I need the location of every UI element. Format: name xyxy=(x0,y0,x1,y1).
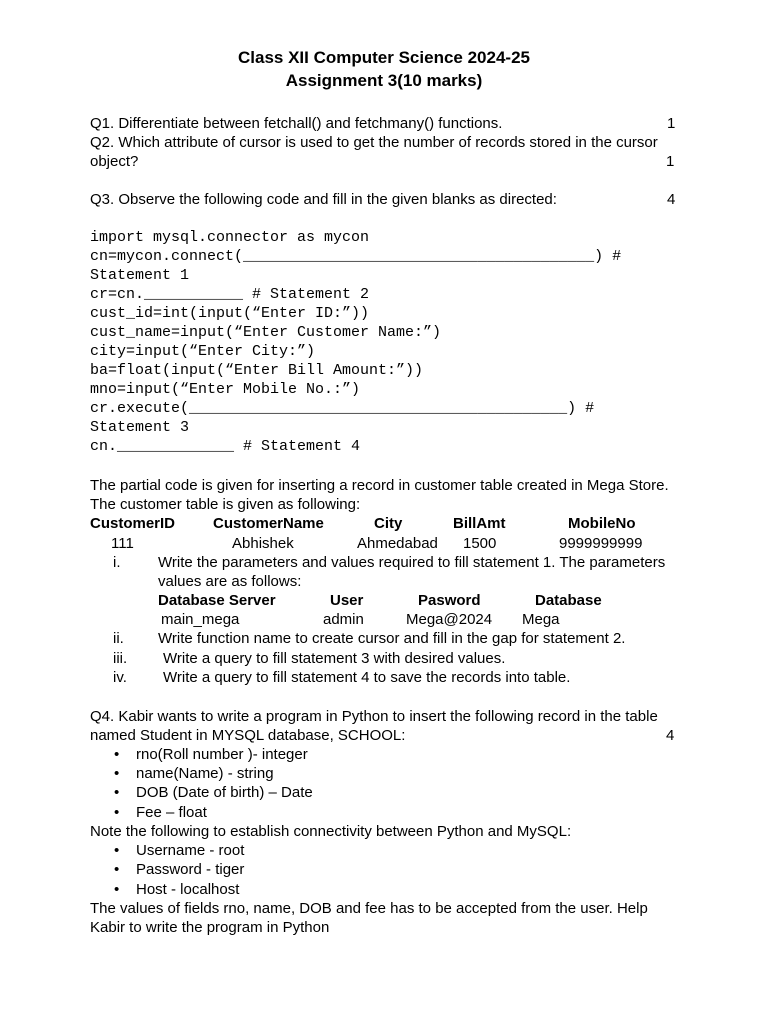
page-title: Class XII Computer Science 2024-25 xyxy=(238,48,530,67)
sub-question-i-line1: Write the parameters and values required to fill statement 1. The parameters xyxy=(158,554,666,571)
sub-question-iv: Write a query to fill statement 4 to save the records into table. xyxy=(163,669,571,686)
code-line: cust_name=input(“Enter Customer Name:”) xyxy=(90,324,442,341)
param-table-cell: Mega xyxy=(522,611,560,628)
sub-question-ii: Write function name to create cursor and fill in the gap for statement 2. xyxy=(158,630,626,647)
customer-table-cell: 111 xyxy=(111,535,134,552)
customer-table-header: City xyxy=(374,515,403,532)
q3-text: Q3. Observe the following code and fill in the given blanks as directed: xyxy=(90,191,557,208)
q4-note: Note the following to establish connectivity between Python and MySQL: xyxy=(90,823,572,840)
param-table-cell: Mega@2024 xyxy=(406,611,493,628)
customer-table-header: MobileNo xyxy=(568,515,636,532)
param-table-header: Pasword xyxy=(418,592,481,609)
sub-question-number: iv. xyxy=(113,669,127,686)
q1-marks: 1 xyxy=(667,115,676,132)
code-line: cust_id=int(input(“Enter ID:”)) xyxy=(90,305,370,322)
sub-question-i-line2: values are as follows: xyxy=(158,573,302,590)
q2-marks: 1 xyxy=(666,153,675,170)
code-line: Statement 3 xyxy=(90,419,190,436)
list-item: • Password - tiger xyxy=(136,860,244,879)
q1-text: Q1. Differentiate between fetchall() and fetchmany() functions. xyxy=(90,115,503,132)
list-item: • rno(Roll number )- integer xyxy=(136,745,308,764)
sub-question-number: i. xyxy=(113,554,121,571)
param-table-cell: admin xyxy=(323,611,364,628)
customer-table-cell: 9999999999 xyxy=(559,535,643,552)
code-line: city=input(“Enter City:”) xyxy=(90,343,316,360)
code-line: cn=mycon.connect(_______________________________________) # xyxy=(90,248,622,265)
q3-partial-line1: The partial code is given for inserting a record in customer table created in Mega Store. xyxy=(90,477,669,494)
sub-question-number: iii. xyxy=(113,650,128,667)
q4-line1: Q4. Kabir wants to write a program in Python to insert the following record in the table xyxy=(90,708,658,725)
param-table-header: User xyxy=(330,592,364,609)
code-line: ba=float(input(“Enter Bill Amount:”)) xyxy=(90,362,424,379)
code-line: mno=input(“Enter Mobile No.:”) xyxy=(90,381,361,398)
code-line: cr.execute(__________________________________________) # xyxy=(90,400,595,417)
sub-question-number: ii. xyxy=(113,630,124,647)
code-line: Statement 1 xyxy=(90,267,190,284)
list-item: • DOB (Date of birth) – Date xyxy=(136,783,313,802)
q3-partial-line2: The customer table is given as following: xyxy=(90,496,361,513)
q2-line1: Q2. Which attribute of cursor is used to get the number of records stored in the cursor xyxy=(90,134,658,151)
code-line: import mysql.connector as mycon xyxy=(90,229,370,246)
sub-question-iii: Write a query to fill statement 3 with desired values. xyxy=(163,650,506,667)
list-item: • Fee – float xyxy=(136,803,207,822)
q4-final-line2: Kabir to write the program in Python xyxy=(90,919,330,936)
customer-table-cell: 1500 xyxy=(463,535,497,552)
q3-marks: 4 xyxy=(667,191,676,208)
list-item: • Username - root xyxy=(136,841,244,860)
q4-marks: 4 xyxy=(666,727,675,744)
customer-table-header: CustomerID xyxy=(90,515,176,532)
q2-line2: object? xyxy=(90,153,139,170)
param-table-header: Database xyxy=(535,592,602,609)
code-line: cn._____________ # Statement 4 xyxy=(90,438,361,455)
customer-table-cell: Abhishek xyxy=(232,535,294,552)
page-subtitle: Assignment 3(10 marks) xyxy=(285,71,483,90)
param-table-header: Database Server xyxy=(158,592,276,609)
param-table-cell: main_mega xyxy=(161,611,240,628)
code-line: cr=cn.___________ # Statement 2 xyxy=(90,286,370,303)
customer-table-header: BillAmt xyxy=(453,515,506,532)
customer-table-cell: Ahmedabad xyxy=(357,535,438,552)
list-item: • name(Name) - string xyxy=(136,764,274,783)
list-item: • Host - localhost xyxy=(136,880,239,899)
q4-final-line1: The values of fields rno, name, DOB and fee has to be accepted from the user. Help xyxy=(90,900,648,917)
q4-line2: named Student in MYSQL database, SCHOOL: xyxy=(90,727,406,744)
customer-table-header: CustomerName xyxy=(213,515,324,532)
